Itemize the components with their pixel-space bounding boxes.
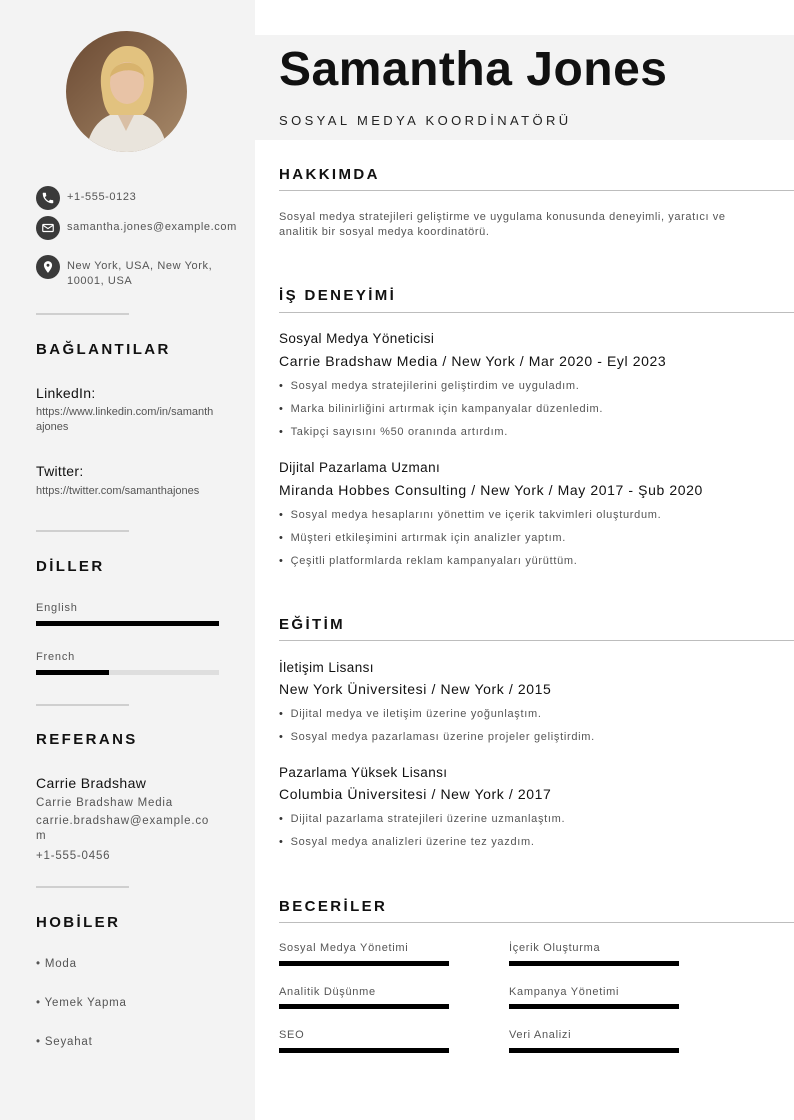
skill-level-bar bbox=[509, 1004, 679, 1009]
experience-bullet: • Sosyal medya hesaplarını yönettim ve içerik takvimleri oluşturdum. bbox=[279, 509, 661, 521]
reference-phone: +1-555-0456 bbox=[36, 850, 111, 862]
experience-bullet: • Müşteri etkileşimini artırmak için analizler yaptım. bbox=[279, 532, 566, 544]
reference-name: Carrie Bradshaw bbox=[36, 775, 147, 791]
language-level-bar bbox=[36, 670, 219, 675]
skill-level-bar bbox=[279, 1004, 449, 1009]
skill-level-fill bbox=[279, 1004, 449, 1009]
hobby-item: • Seyahat bbox=[36, 1036, 93, 1048]
section-rule bbox=[279, 640, 794, 641]
contact-address-text: New York, USA, New York, 10001, USA bbox=[67, 260, 213, 287]
sidebar-divider bbox=[36, 313, 129, 315]
education-subtitle: Columbia Üniversitesi / New York / 2017 bbox=[279, 786, 552, 802]
education-subtitle: New York Üniversitesi / New York / 2015 bbox=[279, 681, 552, 697]
hobby-item: • Yemek Yapma bbox=[36, 997, 127, 1009]
languages-heading: DİLLER bbox=[36, 558, 105, 575]
map-pin-icon bbox=[36, 255, 60, 279]
contact-email-text[interactable]: samantha.jones@example.com bbox=[67, 221, 237, 233]
person-name: Samantha Jones bbox=[279, 43, 668, 96]
education-heading: EĞİTİM bbox=[279, 616, 346, 633]
education-bullet: • Sosyal medya analizleri üzerine tez yazdım. bbox=[279, 836, 535, 848]
experience-bullet: • Sosyal medya stratejilerini geliştirdim ve uyguladım. bbox=[279, 380, 580, 392]
hobbies-heading: HOBİLER bbox=[36, 914, 121, 931]
skill-level-fill bbox=[509, 961, 679, 966]
linkedin-link[interactable]: https://www.linkedin.com/in/samanthajones bbox=[36, 406, 214, 433]
skill-level-fill bbox=[509, 1048, 679, 1053]
skill-level-bar bbox=[279, 1048, 449, 1053]
envelope-icon bbox=[36, 216, 60, 240]
reference-heading: REFERANS bbox=[36, 731, 138, 748]
contact-email bbox=[36, 216, 237, 240]
skill-name: Sosyal Medya Yönetimi bbox=[279, 942, 409, 954]
twitter-link[interactable]: https://twitter.com/samanthajones bbox=[36, 485, 200, 497]
sidebar-divider bbox=[36, 886, 129, 888]
experience-bullet: • Marka bilinirliğini artırmak için kampanyalar düzenledim. bbox=[279, 403, 603, 415]
experience-bullet: • Takipçi sayısını %50 oranında artırdım. bbox=[279, 426, 508, 438]
skill-level-fill bbox=[279, 961, 449, 966]
reference-company: Carrie Bradshaw Media bbox=[36, 797, 173, 809]
language-level-fill bbox=[36, 621, 219, 626]
skill-name: Analitik Düşünme bbox=[279, 986, 376, 998]
sidebar bbox=[0, 0, 255, 1120]
profile-photo bbox=[66, 31, 187, 152]
reference-email[interactable]: carrie.bradshaw@example.com bbox=[36, 815, 210, 842]
connections-heading: BAĞLANTILAR bbox=[36, 341, 171, 358]
hobby-item: • Moda bbox=[36, 958, 77, 970]
experience-title: Sosyal Medya Yöneticisi bbox=[279, 331, 435, 346]
experience-subtitle: Carrie Bradshaw Media / New York / Mar 2020 - Eyl 2023 bbox=[279, 353, 667, 369]
contact-address bbox=[36, 255, 219, 289]
education-bullet: • Sosyal medya pazarlaması üzerine projeler geliştirdim. bbox=[279, 731, 595, 743]
person-title: SOSYAL MEDYA KOORDİNATÖRÜ bbox=[279, 113, 572, 128]
about-text: Sosyal medya stratejileri geliştirme ve uygulama konusunda deneyimli, yaratıcı ve analitik bir sosyal medya koordinatörü. bbox=[279, 211, 726, 238]
skill-name: SEO bbox=[279, 1029, 305, 1041]
language-level-fill bbox=[36, 670, 109, 675]
skill-name: Veri Analizi bbox=[509, 1029, 572, 1041]
twitter-label: Twitter: bbox=[36, 463, 84, 479]
sidebar-divider bbox=[36, 530, 129, 532]
experience-bullet: • Çeşitli platformlarda reklam kampanyaları yürüttüm. bbox=[279, 555, 578, 567]
skill-level-bar bbox=[279, 961, 449, 966]
section-rule bbox=[279, 922, 794, 923]
education-bullet: • Dijital pazarlama stratejileri üzerine uzmanlaştım. bbox=[279, 813, 565, 825]
skill-name: İçerik Oluşturma bbox=[509, 942, 601, 954]
sidebar-divider bbox=[36, 704, 129, 706]
skill-level-fill bbox=[509, 1004, 679, 1009]
language-name: French bbox=[36, 651, 76, 663]
skills-heading: BECERİLER bbox=[279, 898, 388, 915]
language-level-bar bbox=[36, 621, 219, 626]
linkedin-label: LinkedIn: bbox=[36, 385, 96, 401]
language-name: English bbox=[36, 602, 78, 614]
section-rule bbox=[279, 190, 794, 191]
education-title: İletişim Lisansı bbox=[279, 660, 374, 675]
education-bullet: • Dijital medya ve iletişim üzerine yoğunlaştım. bbox=[279, 708, 542, 720]
section-rule bbox=[279, 312, 794, 313]
experience-heading: İŞ DENEYİMİ bbox=[279, 287, 397, 304]
experience-subtitle: Miranda Hobbes Consulting / New York / May 2017 - Şub 2020 bbox=[279, 482, 703, 498]
phone-icon bbox=[36, 186, 60, 210]
main-content bbox=[255, 0, 794, 1120]
experience-title: Dijital Pazarlama Uzmanı bbox=[279, 460, 441, 475]
skill-level-bar bbox=[509, 961, 679, 966]
contact-phone bbox=[36, 186, 219, 210]
skill-level-fill bbox=[279, 1048, 449, 1053]
contact-phone-text: +1-555-0123 bbox=[67, 191, 137, 203]
education-title: Pazarlama Yüksek Lisansı bbox=[279, 765, 448, 780]
skill-level-bar bbox=[509, 1048, 679, 1053]
about-heading: HAKKIMDA bbox=[279, 166, 380, 183]
skill-name: Kampanya Yönetimi bbox=[509, 986, 620, 998]
